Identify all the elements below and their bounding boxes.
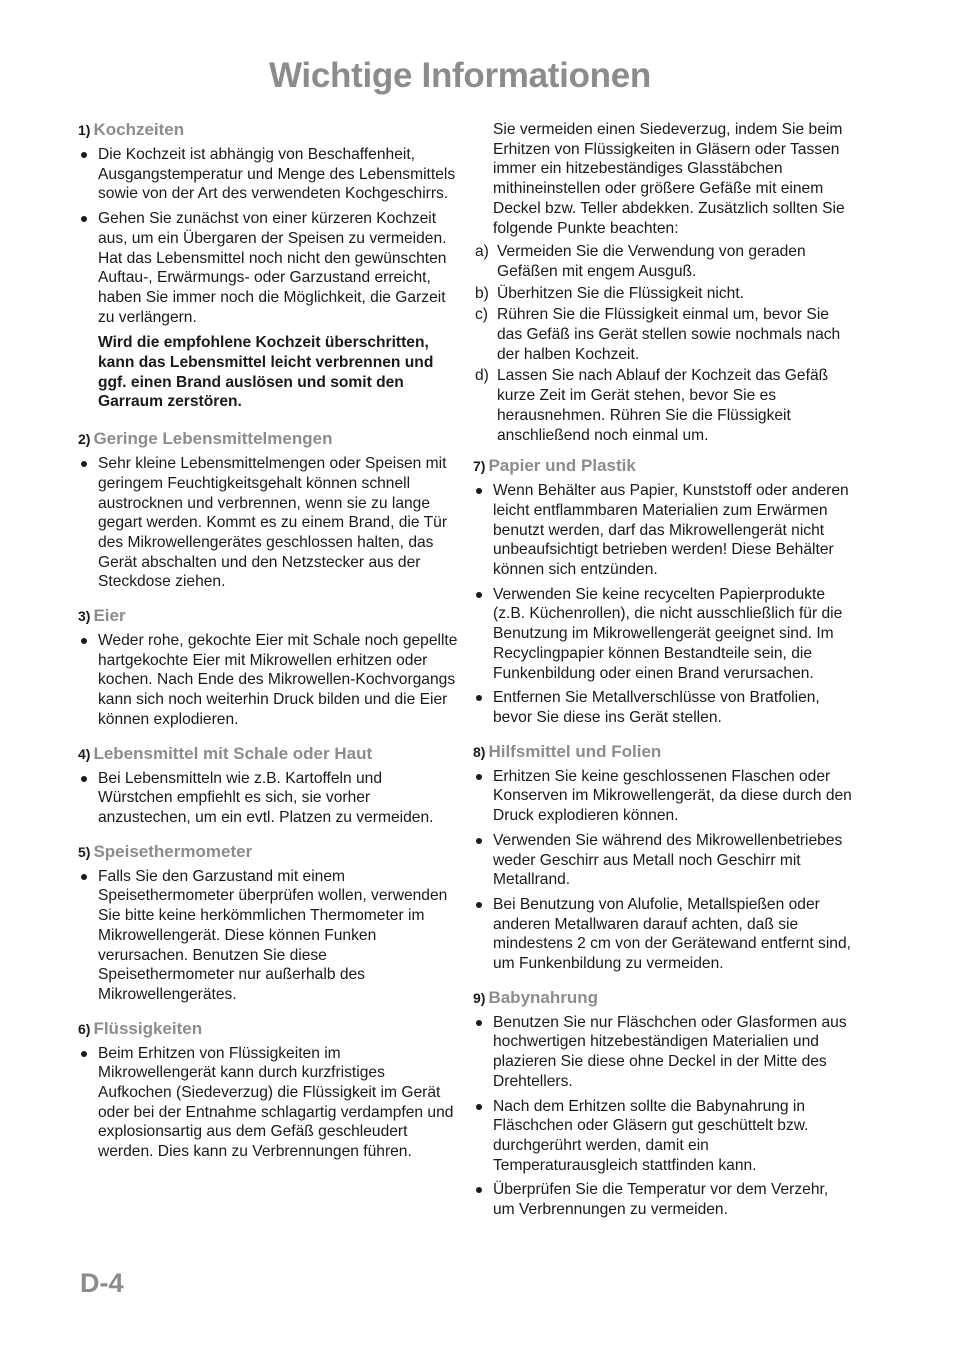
section-kochzeiten — [78, 120, 458, 412]
paragraph: Sie vermeiden einen Siedeverzug, indem Sie beim Erhitzen von Flüssigkeiten in Gläsern oder Tassen immer ein hitzebeständiges Glasstäbchen mithineinstellen oder größere Gefäße mit einem Deckel bzw. Teller abdekken. Zusätzlich sollten Sie folgende Punkte beachten: — [493, 121, 845, 237]
bullet-item: Bei Benutzung von Alufolie, Metallspießen oder anderen Metallwaren darauf achten, daß sie mindestens 2 cm von der Gerätewand entfernt sind, um Funkenbildung zu vermeiden. — [473, 895, 853, 974]
section-heading — [473, 742, 853, 763]
section-lebensmittel-schale — [78, 744, 458, 828]
warning-text: Wird die empfohlene Kochzeit überschritten, kann das Lebensmittel leicht verbrennen und ggf. einen Brand auslösen und somit den Garraum zerstören. — [98, 334, 434, 411]
bullet-item: Falls Sie den Garzustand mit einem Speisethermometer überprüfen wollen, verwenden Sie bitte keine herkömmlichen Thermometer im Mikrowellengerät. Diese können Funken verursachen. Benutzen Sie diese Speisethermometer nur außerhalb des Mikrowellengerätes. — [78, 867, 458, 1005]
section-title: Eier — [93, 606, 126, 626]
section-number: 7) — [473, 458, 486, 475]
section-title: Lebensmittel mit Schale oder Haut — [93, 743, 373, 763]
bullet-item: Gehen Sie zunächst von einer kürzeren Kochzeit aus, um ein Übergaren der Speisen zu vermeiden. Hat das Lebensmittel noch nicht den gewünschten Auftau-, Erwärmungs- oder Garzustand erreicht, haben Sie immer noch die Möglichkeit, die Garzeit zu verlängern. — [78, 209, 458, 327]
section-number: 1) — [78, 122, 91, 138]
bullet-item: Verwenden Sie während des Mikrowellenbetriebes weder Geschirr aus Metall noch Geschirr mit Metallrand. — [473, 831, 853, 890]
bullet-item: Sehr kleine Lebensmittelmengen oder Speisen mit geringem Feuchtigkeitsgehalt können schnell austrocknen und verbrennen, wenn sie zu lange gegart werden. Kommt es zu einem Brand, die Tür des Mikrowellengerätes geschlossen halten, das Gerät abschalten und den Netzstecker aus der Steckdose ziehen. — [78, 454, 458, 592]
section-number: 9) — [473, 989, 486, 1006]
bullet-item: Die Kochzeit ist abhängig von Beschaffenheit, Ausgangstemperatur und Menge des Lebensmittels sowie von der Art des verwendeten Kochgeschirrs. — [78, 145, 458, 204]
bullet-item: Bei Lebensmitteln wie z.B. Kartoffeln und Würstchen empfiehlt es sich, sie vorher anzustechen, um ein evtl. Platzen zu vermeiden. — [78, 769, 458, 828]
left-column — [78, 120, 458, 1167]
section-eier — [78, 606, 458, 730]
bullet-item: Nach dem Erhitzen sollte die Babynahrung in Fläschchen oder Gläsern gut geschüttelt bzw. durchgerührt werden, damit ein Temperaturausgleich stattfinden kann. — [473, 1097, 853, 1176]
section-title: Geringe Lebensmittelmengen — [93, 429, 333, 449]
section-heading — [78, 606, 458, 627]
list-text: Lassen Sie nach Ablauf der Kochzeit das Gefäß kurze Zeit im Gerät stehen, bevor Sie es herausnehmen. Rühren Sie die Flüssigkeit anschließend noch einmal um. — [497, 367, 829, 444]
list-item-c — [473, 305, 853, 364]
section-geringe-lebensmittelmengen — [78, 429, 458, 592]
section-papier-plastik — [473, 456, 853, 727]
list-text: Vermeiden Sie die Verwendung von geraden Gefäßen mit engem Ausguß. — [497, 243, 806, 280]
section-title: Hilfsmittel und Folien — [488, 741, 662, 761]
section-heading — [78, 842, 458, 863]
list-item-a — [473, 242, 853, 281]
list-label: c) — [475, 306, 488, 324]
list-label: b) — [475, 284, 489, 302]
bullet-item: Benutzen Sie nur Fläschchen oder Glasformen aus hochwertigen hitzebeständigen Materialien und plazieren Sie diese ohne Deckel in der Mitte des Drehtellers. — [473, 1013, 853, 1092]
section-number: 5) — [78, 843, 91, 860]
bullet-item: Wenn Behälter aus Papier, Kunststoff oder anderen leicht entflammbaren Materialien zum Erwärmen benutzt werden, darf das Mikrowellengerät nicht unbeaufsichtigt betrieben werden! Diese Behälter können sich entzünden. — [473, 481, 853, 580]
section-title: Speisethermometer — [93, 841, 253, 861]
section-fluessigkeiten — [78, 1019, 458, 1162]
list-text: Überhitzen Sie die Flüssigkeit nicht. — [497, 284, 745, 302]
bullet-item: Beim Erhitzen von Flüssigkeiten im Mikrowellengerät kann durch kurzfristiges Aufkochen (Siedeverzug) die Flüssigkeit im Gerät oder bei der Entnahme schlagartig verdampfen und explosionsartig aus dem Gefäß geschleudert werden. Dies kann zu Verbrennungen führen. — [78, 1044, 458, 1162]
section-heading — [473, 456, 853, 477]
section-heading — [78, 429, 458, 450]
section-number: 8) — [473, 743, 486, 760]
section-title: Papier und Plastik — [488, 456, 636, 476]
bullet-item: Verwenden Sie keine recycelten Papierprodukte (z.B. Küchenrollen), die nicht ausschließlich für die Benutzung im Mikrowellengerät geeignet sind. Im Recyclingpapier können Bestandteile sein, die Funkenbildung oder einen Brand verursachen. — [473, 585, 853, 684]
section-heading — [473, 988, 853, 1009]
page-number: D-4 — [80, 1268, 124, 1298]
section-number: 3) — [78, 608, 91, 625]
section-heading — [78, 120, 458, 141]
bullet-item: Überprüfen Sie die Temperatur vor dem Verzehr, um Verbrennungen zu vermeiden. — [473, 1180, 853, 1219]
section-title: Flüssigkeiten — [93, 1018, 203, 1038]
list-text: Rühren Sie die Flüssigkeit einmal um, bevor Sie das Gefäß ins Gerät stellen sowie nochmals nach der halben Kochzeit. — [497, 306, 841, 363]
section-title: Kochzeiten — [93, 120, 185, 139]
section-fluessigkeiten-continued — [473, 120, 853, 445]
section-babynahrung — [473, 988, 853, 1220]
bullet-item: Weder rohe, gekochte Eier mit Schale noch gepellte hartgekochte Eier mit Mikrowellen erhitzen oder kochen. Nach Ende des Mikrowellen-Kochvorgangs kann sich noch weiterhin Druck bilden und die Eier können explodieren. — [78, 631, 458, 730]
list-item-b — [473, 284, 853, 304]
section-number: 6) — [78, 1020, 91, 1037]
right-column — [473, 120, 853, 1225]
list-label: a) — [475, 243, 489, 261]
bullet-item: Erhitzen Sie keine geschlossenen Flaschen oder Konserven im Mikrowellengerät, da diese durch den Druck explodieren können. — [473, 767, 853, 826]
section-speisethermometer — [78, 842, 458, 1005]
list-item-d — [473, 366, 853, 445]
section-number: 4) — [78, 745, 91, 762]
section-number: 2) — [78, 431, 91, 448]
list-label: d) — [475, 367, 489, 385]
section-heading — [78, 744, 458, 765]
section-heading — [78, 1019, 458, 1040]
page-title: Wichtige Informationen — [269, 56, 651, 95]
section-title: Babynahrung — [488, 987, 599, 1007]
bullet-item: Entfernen Sie Metallverschlüsse von Bratfolien, bevor Sie diese ins Gerät stellen. — [473, 688, 853, 727]
section-hilfsmittel-folien — [473, 742, 853, 974]
